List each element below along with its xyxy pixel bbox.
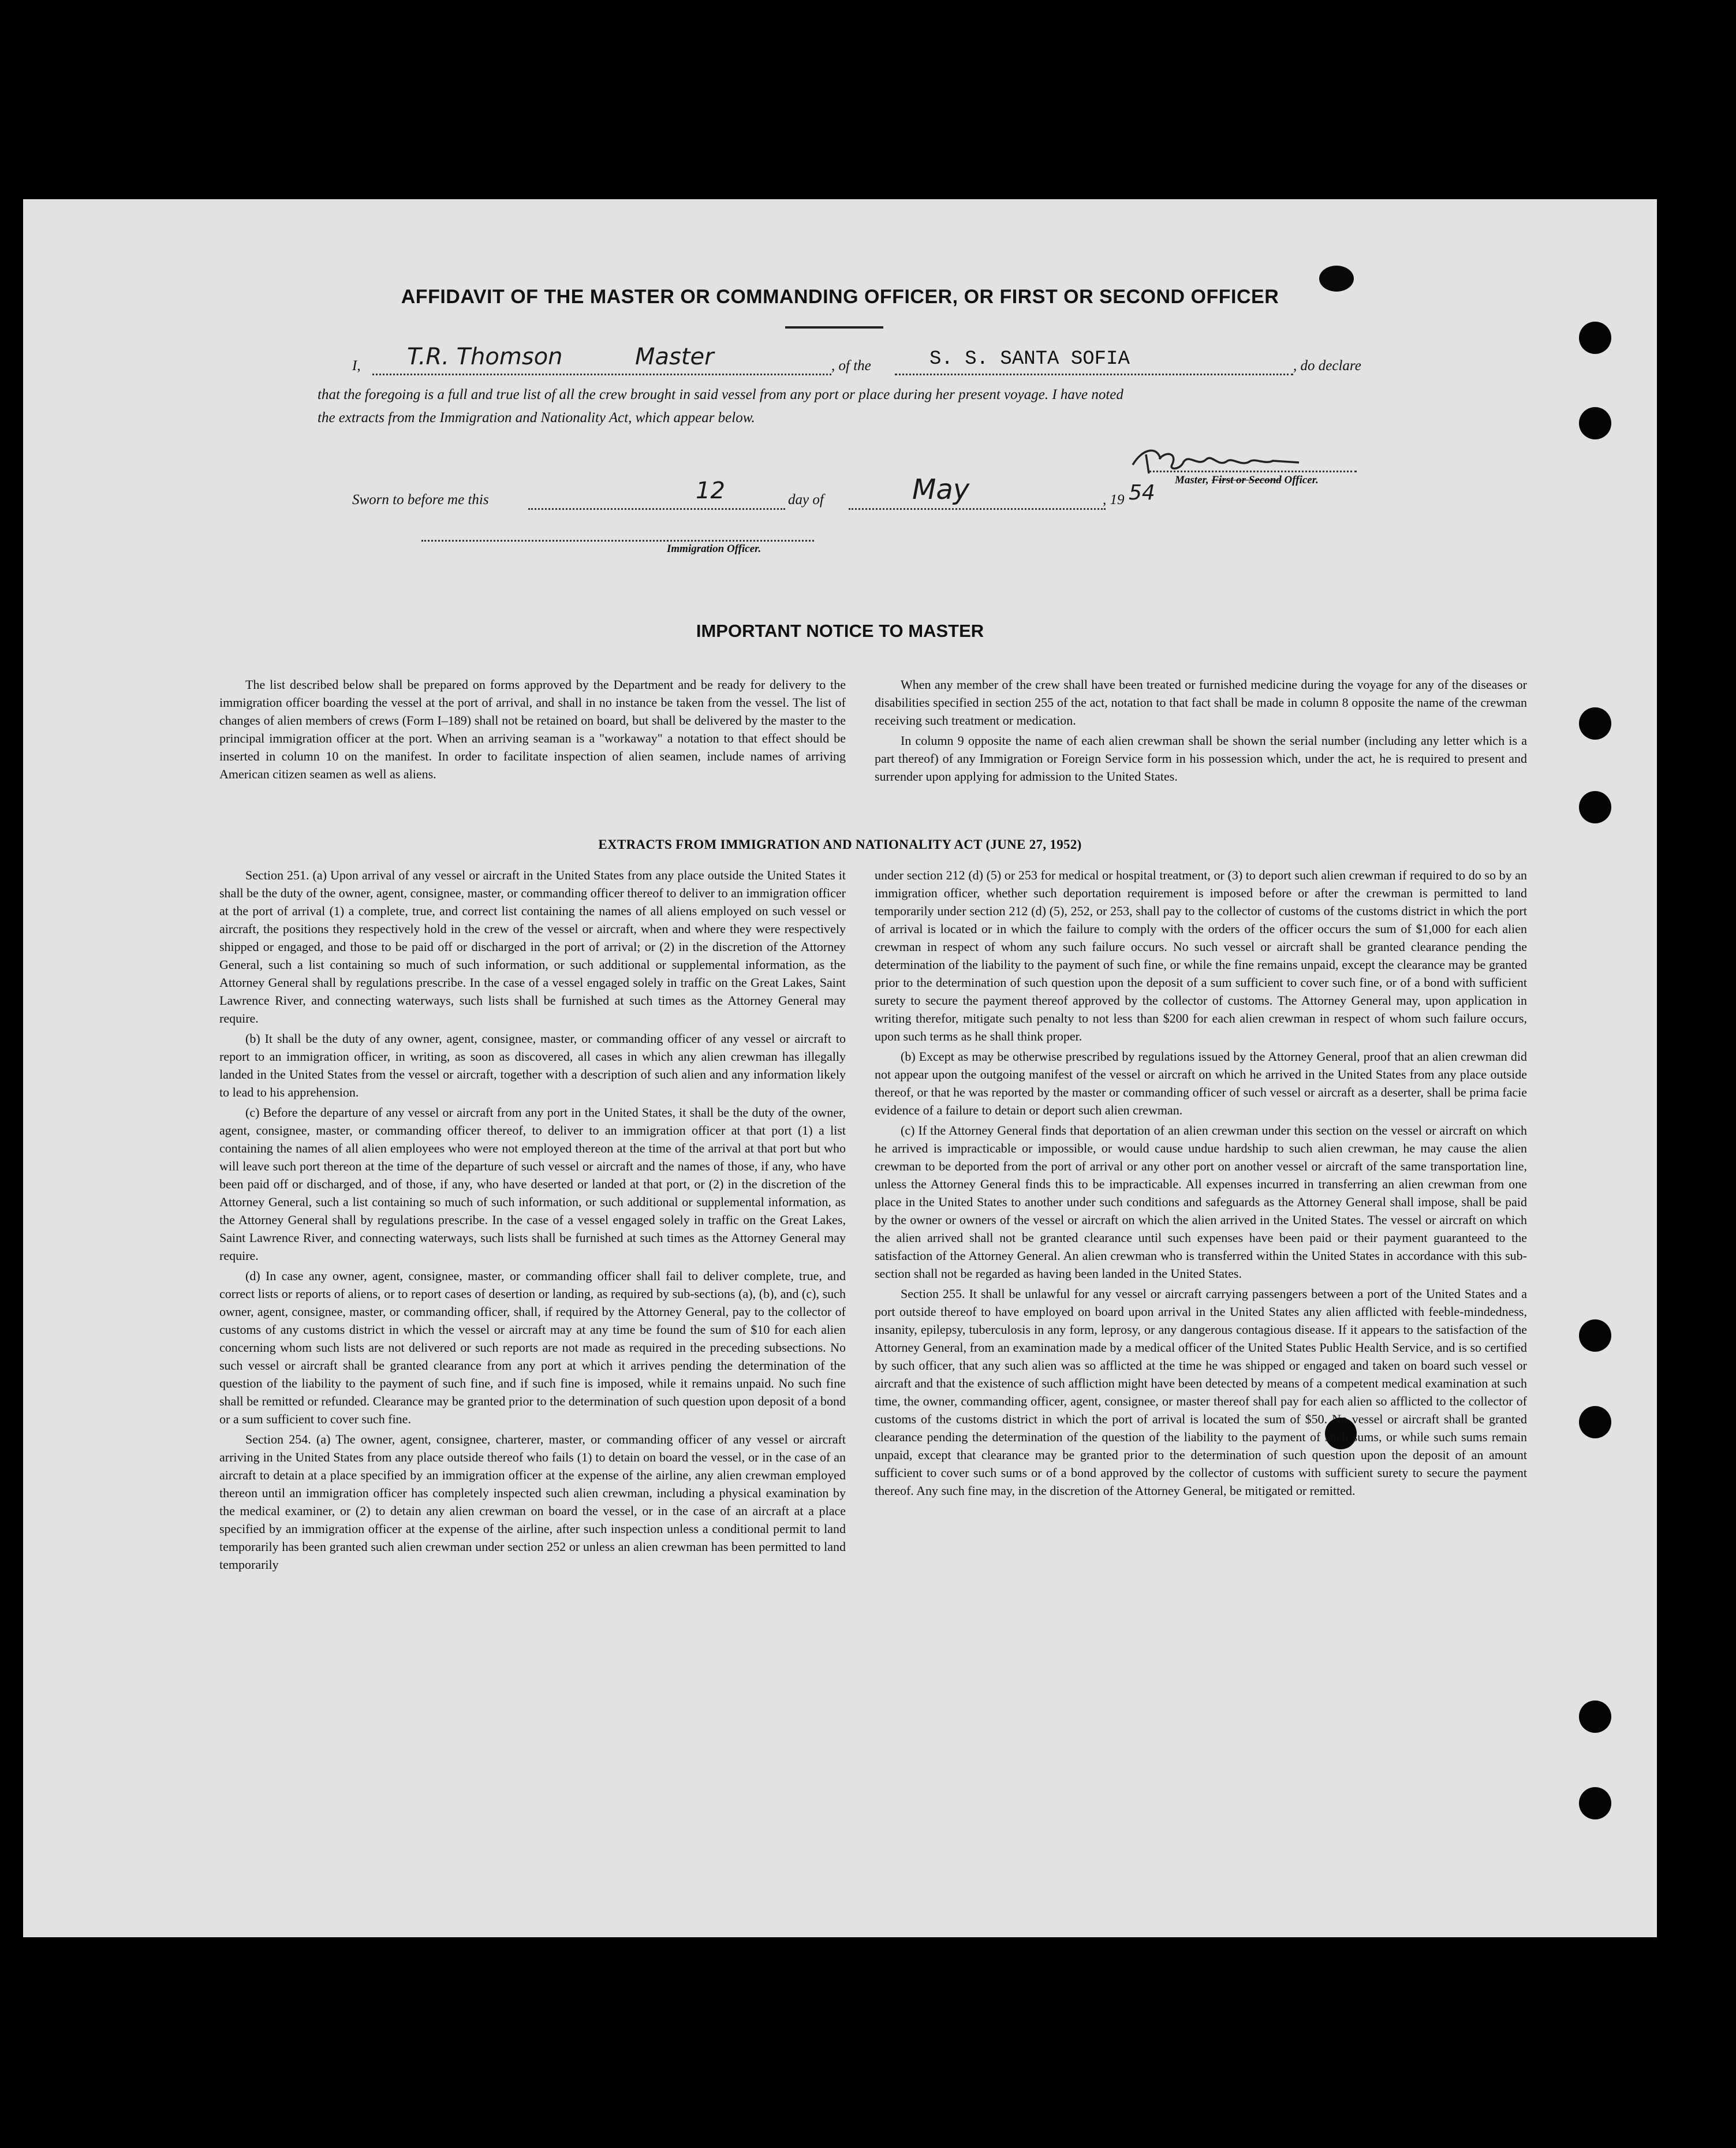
notice-left-column [219,676,846,783]
declare-label: , do declare [1293,358,1361,374]
vessel-name: S. S. SANTA SOFIA [929,348,1130,370]
notice-title: IMPORTANT NOTICE TO MASTER [696,621,984,641]
signature-caption-suffix: Officer. [1281,474,1319,486]
extract-paragraph: under section 212 (d) (5) or 253 for medical or hospital treatment, or (3) to deport such alien crewman if required to do so by an immigration officer, whether such deportation requirement is imposed before or after the crewman is permitted to land temporarily under section 212 (d) (5), 252, or 253, shall pay to the collector of customs of the customs district in which the port of arrival is located or in which the failure to comply with the orders of the officer occurs the sum of $1,000 for each alien crewman in respect of whom any such failure occurs. No such vessel or aircraft shall be granted clearance pending the determination of the liability to the payment of such fine, or while the fine remains unpaid, except the clearance may be granted prior to the determination of such question upon the deposit of a sum sufficient to cover such fine, or of a bond with sufficient surety to secure the payment thereof approved by the collector of customs. The Attorney General may, upon application in writing therefor, mitigate such penalty to not less than $200 for each alien crewman in respect of whom such failure occurs, upon such terms as he shall think proper. [875,868,1527,1043]
vessel-field-line [895,374,1293,375]
sworn-day-line [528,508,785,510]
extract-paragraph: (c) Before the departure of any vessel or aircraft from any port in the United States, it shall be the duty of the owner, agent, consignee, master, or commanding officer thereof, to deliver to an immigration officer at that port (1) a list containing the names of all alien employees who were not employed thereon at the time of the arrival at that port but who will leave such port thereon at the time of the departure of such vessel or aircraft and the names of those, if any, who have been paid off or discharged, and of those, if any, who have deserted or landed at that port, or (2) in the discretion of the Attorney General, such a list containing so much of such information, or such additional or supplemental information, as the Attorney General shall by regulations prescribe. In the case of a vessel engaged solely in traffic on the Great Lakes, Saint Lawrence River, and connecting waterways, such lists shall be furnished at such times as the Attorney General may require. [219,1105,846,1263]
notice-right-paragraph-2: In column 9 opposite the name of each alien crewman shall be shown the serial number (including any letter which is a part thereof) of any Immigration or Foreign Service form in his possession which, under the act, he is required to present and surrender upon applying for admission to the United States. [875,733,1527,784]
sworn-month-line [849,508,1106,510]
punch-hole [1579,707,1611,740]
notice-left-paragraph: The list described below shall be prepared on forms approved by the Department and be ready for delivery to the immigration officer boarding the vessel at the port of arrival, and shall in no instance be taken from the vessel. The list of changes of alien members of crews (Form I–189) shall not be retained on board, but shall be delivered by the master to the principal immigration officer at the port. When an arriving seaman is a "workaway" a notation to that effect should be inserted in column 10 on the manifest. In order to facilitate inspection of alien seamen, include names of arriving American citizen seamen as well as aliens. [219,677,846,781]
punch-hole [1579,322,1611,354]
extract-paragraph: (b) Except as may be otherwise prescribed by regulations issued by the Attorney General, proof that an alien crewman did not appear upon the outgoing manifest of the vessel or aircraft on which he arrived in the United States from any place outside thereof, or that he was reported by the master or commanding officer of such vessel or aircraft as a deserter, shall be prima facie evidence of a failure to detain or deport such alien crewman. [875,1049,1527,1117]
document-page [23,199,1657,1937]
extract-paragraph: Section 254. (a) The owner, agent, consignee, charterer, master, or commanding officer of any vessel or aircraft arriving in the United States from any place outside thereof who fails (1) to detain on board the vessel, or in the case of an aircraft to detain at a place specified by an immigration officer at the expense of the airline, any alien crewman employed thereon until an immigration officer has completely inspected such alien crewman, including a physical examination by the medical examiner, or (2) to detain any alien crewman on board the vessel, or in the case of an aircraft at a place specified by an immigration officer at the expense of the airline, after such inspection unless a conditional permit to land temporarily has been granted such alien crewman under section 252 or unless an alien crewman has been permitted to land temporarily [219,1432,846,1572]
extract-paragraph: Section 251. (a) Upon arrival of any vessel or aircraft in the United States from any place outside the United States it shall be the duty of the owner, agent, consignee, master, or commanding officer thereof to deliver to an immigration officer at the port of arrival (1) a complete, true, and correct list containing the names of all aliens employed on such vessel or aircraft, the positions they respectively hold in the crew of the vessel or aircraft, when and where they were respectively shipped or engaged, and those to be paid off or discharged in the port of arrival; or (2) in the discretion of the Attorney General, such a list containing so much of such information, or such additional or supplemental information, as the Attorney General shall by regulations prescribe. In the case of a vessel engaged solely in traffic on the Great Lakes, Saint Lawrence River, and connecting waterways, such lists shall be furnished at such times as the Attorney General may require. [219,868,846,1025]
extract-paragraph: (c) If the Attorney General finds that deportation of an alien crewman under this section on the vessel or aircraft on which he arrived is impracticable or impossible, or would cause undue hardship to such alien crewman, he may cause the alien crewman to be deported from the port of arrival or any other port on another vessel or aircraft of the same transportation line, unless the Attorney General finds this to be impracticable. All expenses incurred in transferring an alien crewman from one place in the United States to another under such conditions and safeguards as the Attorney General shall impose, shall be paid by the owner or owners of the vessel or aircraft on which the alien arrived in the United States. The vessel or aircraft on which the alien arrived shall not be granted clearance until such expenses have been paid or their payment guaranteed to the satisfaction of the Attorney General. An alien crewman who is transferred within the United States in accordance with this sub-section shall not be regarded as having been landed in the United States. [875,1123,1527,1281]
of-the-label: , of the [831,358,871,374]
extracts-right-column [875,866,1527,1500]
signature-caption-prefix: Master, [1175,474,1212,486]
punch-hole [1579,1406,1611,1438]
punch-hole [1579,1319,1611,1352]
signature-line [1149,471,1357,472]
name-field-line [372,374,831,375]
punch-hole [1579,1787,1611,1819]
affidavit-line-2: that the foregoing is a full and true list of all the crew brought in said vessel from any port or place during her present voyage. I have noted [318,387,1123,402]
i-label: I, [352,358,361,374]
day-of-label: day of [788,492,824,508]
master-name-handwritten: T.R. Thomson [407,344,563,370]
punch-hole [1579,407,1611,439]
signature-caption-strike: First or Second [1211,474,1282,486]
sworn-month-handwritten: May [912,473,970,506]
extract-paragraph: Section 255. It shall be unlawful for any vessel or aircraft carrying passengers between a port of the United States and a port outside thereof to have employed on board upon arrival in the United States any alien afflicted with feeble-mindedness, insanity, epilepsy, tuberculosis in any form, leprosy, or any dangerous contagious disease. If it appears to the satisfaction of the Attorney General, from an examination made by a medical officer of the United States Public Health Service, and is so certified by such officer, that any such alien was so afflicted at the time he was shipped or engaged and taken on board such vessel or aircraft and that the existence of such affliction might have been detected by means of a competent medical examination at such time, the owner, commanding officer, agent, consignee, or master thereof shall pay for each alien so afflicted to the collector of customs of the customs district in which the port of arrival is located the sum of $50. No vessel or aircraft shall be granted clearance pending the determination of the question of the liability to the payment of such sums, or while such sums remain unpaid, except that clearance may be granted prior to the determination of such question upon the deposit of an amount sufficient to cover such sums or of a bond approved by the collector of customs with sufficient surety to secure the payment thereof. Any such fine may, in the discretion of the Attorney General, be mitigated or remitted. [875,1286,1527,1498]
master-rank-handwritten: Master [635,344,714,370]
affidavit-title: AFFIDAVIT OF THE MASTER OR COMMANDING OFFICER, OR FIRST OR SECOND OFFICER [401,286,1279,308]
signature-caption [1175,474,1319,487]
immigration-officer-line [421,540,814,542]
immigration-officer-caption: Immigration Officer. [667,543,761,555]
sworn-label: Sworn to before me this [352,492,489,508]
punch-hole [1579,791,1611,823]
notice-right-paragraph-1: When any member of the crew shall have been treated or furnished medicine during the voyage for any of the diseases or disabilities specified in section 255 of the act, notation to that fact shall be made in column 8 opposite the name of the crewman receiving such treatment or medication. [875,677,1527,728]
year-handwritten: 54 [1129,481,1155,505]
extract-paragraph: (d) In case any owner, agent, consignee, master, or commanding officer shall fail to deliver complete, true, and correct lists or reports of aliens, or to report cases of desertion or landing, as required by sub-sections (a), (b), and (c), such owner, agent, consignee, master, or commanding officer, shall, if required by the Attorney General, pay to the collector of customs of any customs district in which the vessel or aircraft may at any time be found the sum of $10 for each alien concerning whom such lists are not delivered or such reports are not made as required in the preceding subsections. No such vessel or aircraft shall be granted clearance from any port at which it arrives pending the determination of the question of the liability to the payment of such fine, and if such fine is imposed, while it remains unpaid. No such fine shall be remitted or refunded. Clearance may be granted prior to the determination of such question upon deposit of a bond or a sum sufficient to cover such fine. [219,1269,846,1426]
sworn-day-handwritten: 12 [696,478,725,504]
title-divider [785,326,883,329]
notice-right-column [875,676,1527,785]
punch-hole [1579,1700,1611,1733]
extracts-title: EXTRACTS FROM IMMIGRATION AND NATIONALITY ACT (JUNE 27, 1952) [598,837,1082,852]
affidavit-line-3: the extracts from the Immigration and Nationality Act, which appear below. [318,410,755,426]
extracts-left-column [219,866,846,1573]
extract-paragraph: (b) It shall be the duty of any owner, agent, consignee, master, or commanding officer of any vessel or aircraft to report to an immigration officer, in writing, as soon as discovered, all cases in which any alien crewman has illegally landed in the United States from the vessel or aircraft, together with a description of such alien and any information likely to lead to his apprehension. [219,1031,846,1099]
year-prefix: , 19 [1103,492,1125,508]
